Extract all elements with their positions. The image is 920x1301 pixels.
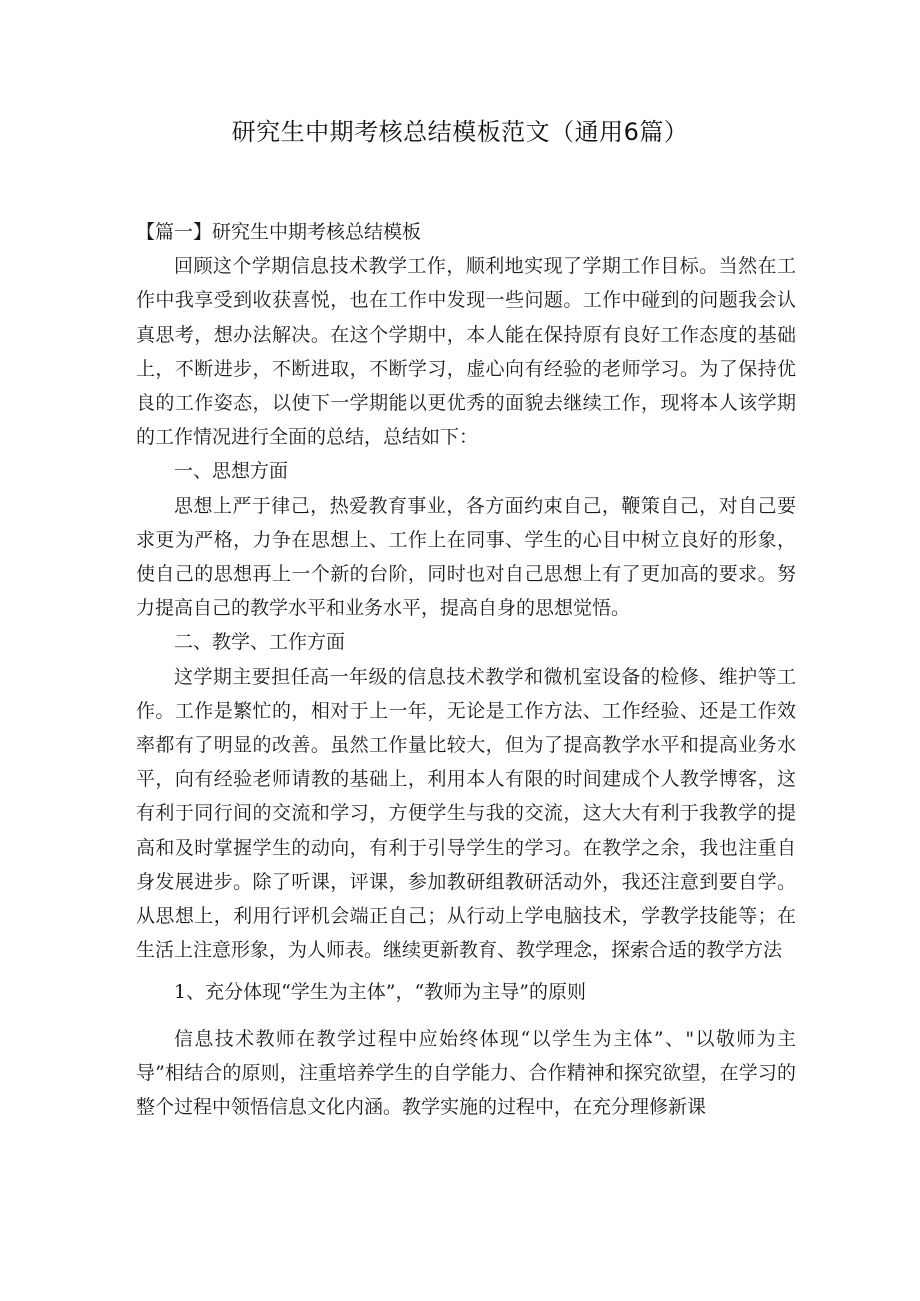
teaching-paragraph: 这学期主要担任高一年级的信息技术教学和微机室设备的检修、维护等工作。工作是繁忙的，相对于上一年，无论是工作方法、工作经验、还是工作效率都有了明显的改善。虽然工作量比较大，但为了提高教学水平和提高业务水平，向有经验老师请教的基础上，利用本人有限的时间建成个人教学博客，这有利于同行间的交流和学习，方便学生与我的交流，这大大有利于我教学的提高和及时掌握学生的动向，有利于引导学生的学习。在教学之余，我也注重自身发展进步。除了听课，评课，参加教研组教研活动外，我还注意到要自学。从思想上，利用行评机会端正自己；从行动上学电脑技术，学教学技能等；在生活上注意形象，为人师表。继续更新教育、教学理念，探索合适的教学方法 [136,665,796,962]
principle-paragraph: 信息技术教师在教学过程中应始终体现“以学生为主体”、"以敬师为主导”相结合的原则，注重培养学生的自学能力、合作精神和探究欲望，在学习的整个过程中领悟信息文化内涵。教学实施的过程中，在充分理修新课 [136,1027,796,1119]
thought-paragraph: 思想上严于律己，热爱教育事业，各方面约束自己，鞭策自己，对自己要求更为严格，力争在思想上、工作上在同事、学生的心目中树立良好的形象，使自己的思想再上一个新的台阶，同时也对自己思想上有了更加高的要求。努力提高自己的教学水平和业务水平，提高自身的思想觉悟。 [136,494,796,620]
intro-paragraph: 回顾这个学期信息技术教学工作，顺利地实现了学期工作目标。当然在工作中我享受到收获喜悦，也在工作中发现一些问题。工作中碰到的问题我会认真思考，想办法解决。在这个学期中，本人能在保持原有良好工作态度的基础上，不断进步，不断进取，不断学习，虚心向有经验的老师学习。为了保持优良的工作姿态，以使下一学期能以更优秀的面貌去继续工作，现将本人该学期的工作情况进行全面的总结，总结如下： [136,255,796,449]
document-body [136,215,796,1124]
document-title: 研究生中期考核总结模板范文（通用6篇） [231,118,689,146]
heading-teaching: 二、教学、工作方面 [174,631,346,654]
section-heading: 【篇一】研究生中期考核总结模板 [136,221,422,243]
heading-thought: 一、思想方面 [174,460,289,483]
sub-heading-principle: 1、充分体现“学生为主体”，“教师为主导”的原则 [174,981,586,1004]
